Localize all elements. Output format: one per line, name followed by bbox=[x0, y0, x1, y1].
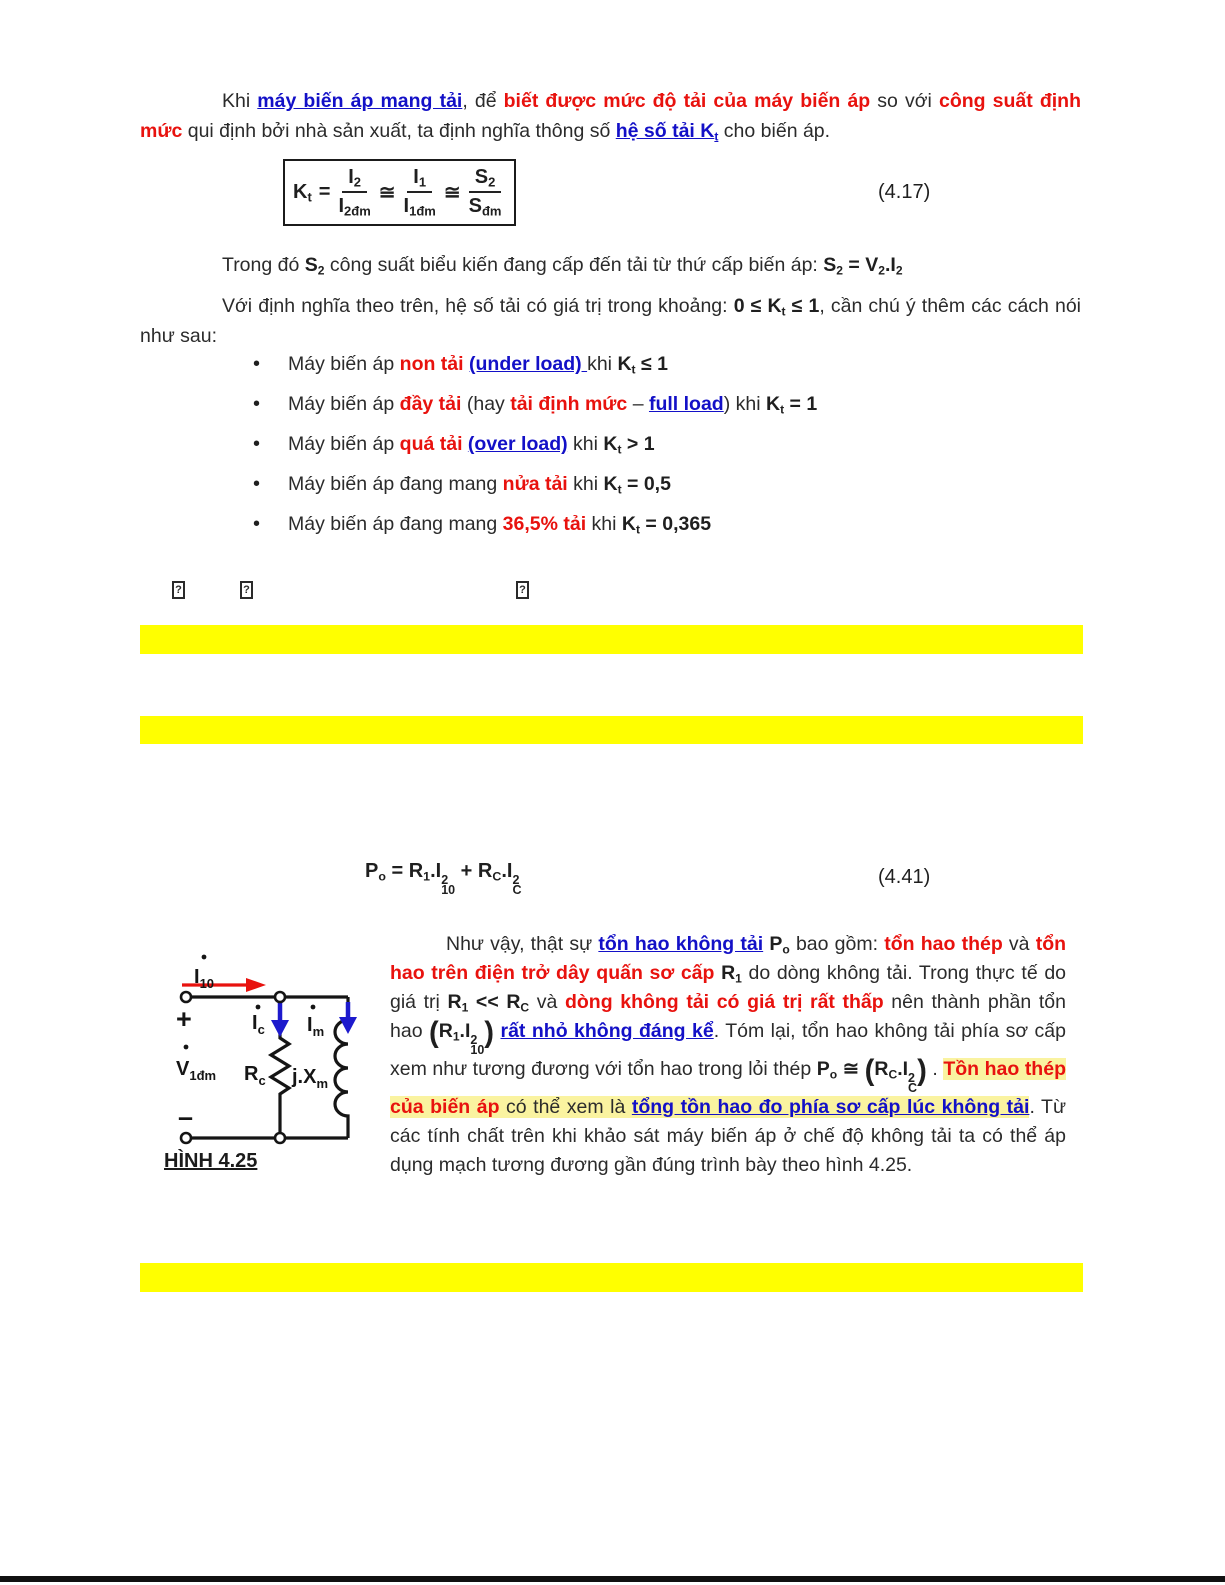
text-segment: 2 10 bbox=[470, 1033, 485, 1057]
text-segment: khi bbox=[567, 433, 604, 455]
link-text[interactable]: (over load) bbox=[467, 433, 568, 455]
minus-sign: – bbox=[178, 1102, 194, 1132]
approx-sign: ≅ bbox=[443, 181, 461, 204]
text-segment: R bbox=[447, 991, 462, 1013]
text-segment: .I bbox=[430, 860, 442, 882]
text-segment: 1 bbox=[452, 1029, 460, 1044]
text-segment: R bbox=[874, 1058, 889, 1080]
text-segment: t bbox=[617, 482, 622, 497]
text-segment: Tồn hao thép của biến áp bbox=[390, 1058, 1066, 1118]
text-segment: qui định bởi nhà sản xuất, ta định nghĩa thông số bbox=[182, 120, 616, 142]
text-segment: C bbox=[492, 869, 502, 884]
text-segment: 2 bbox=[895, 263, 903, 278]
text-segment: Máy biến áp bbox=[288, 433, 400, 455]
text-segment: 36,5% tải bbox=[502, 513, 587, 535]
kt-range-paragraph bbox=[140, 291, 1081, 351]
text-segment: = 0,365 bbox=[640, 513, 712, 535]
text-segment: bao gồm: bbox=[789, 933, 885, 955]
text-segment: K bbox=[617, 353, 632, 375]
figure-caption: HÌNH 4.25 bbox=[164, 1150, 258, 1172]
circuit-diagram bbox=[158, 925, 378, 1150]
text-segment: ≤ 1 bbox=[635, 353, 668, 375]
text-segment: .I bbox=[897, 1058, 909, 1080]
fraction-s2: $\frac{S_2}{S_{đm}}$ bbox=[468, 166, 502, 219]
text-segment: o bbox=[782, 942, 790, 957]
text-segment: (hay bbox=[461, 393, 511, 415]
text-segment: = 0,5 bbox=[621, 473, 671, 495]
text-segment: . Từ các tính chất trên khi khảo sát máy biến áp ở chế độ không tải ta có thể áp dụng mạch tương đương gần đúng trình bày theo hình 4.25. bbox=[390, 1096, 1066, 1176]
text-segment: K bbox=[603, 433, 618, 455]
text-segment: 2 bbox=[878, 263, 885, 278]
text-segment: S bbox=[823, 254, 837, 276]
link-text[interactable]: rất nhỏ không đáng kể bbox=[500, 1020, 714, 1042]
junction-node bbox=[275, 992, 285, 1002]
link-text[interactable]: tổng tồn hao đo phía sơ cấp lúc không tải bbox=[631, 1096, 1030, 1118]
text-segment: và bbox=[529, 991, 565, 1013]
phasor-dot bbox=[311, 1005, 316, 1010]
phasor-dot bbox=[184, 1045, 189, 1050]
text-segment: R bbox=[438, 1020, 453, 1042]
terminal-node bbox=[181, 992, 191, 1002]
text-segment: quá tải bbox=[399, 433, 463, 455]
v1dm-label: $V_{1đm}$ bbox=[176, 1058, 217, 1083]
link-text[interactable]: full load bbox=[648, 393, 724, 415]
text-segment: .I bbox=[501, 860, 513, 882]
equation-4-17-box bbox=[283, 159, 516, 226]
highlight-bar-1 bbox=[140, 625, 1083, 654]
text-segment: . bbox=[926, 1058, 944, 1080]
ic-arrowhead bbox=[271, 1020, 289, 1037]
text-segment: 2 10 bbox=[441, 873, 456, 897]
text-segment: o bbox=[378, 869, 386, 884]
text-segment: << R bbox=[468, 991, 521, 1013]
text-segment: tải định mức bbox=[510, 393, 628, 415]
equation-number-4-41: (4.41) bbox=[878, 866, 931, 888]
text-segment: nên thành phần tổn hao bbox=[390, 991, 1066, 1042]
list-item bbox=[253, 349, 1013, 379]
missing-glyph-box: ? bbox=[172, 581, 185, 599]
text-segment: non tải bbox=[399, 353, 464, 375]
text-segment: biết được mức độ tải của máy biến áp bbox=[503, 90, 871, 112]
text-segment: 2 C bbox=[908, 1071, 918, 1095]
text-segment: tổn hao thép bbox=[884, 933, 1003, 955]
text-segment: C bbox=[888, 1067, 898, 1082]
text-segment: Trong đó bbox=[222, 254, 305, 276]
bullet-marker: • bbox=[253, 513, 261, 535]
link-text[interactable]: t bbox=[714, 129, 719, 144]
text-segment: công suất định mức bbox=[140, 90, 1081, 142]
text-segment: khi bbox=[586, 513, 622, 535]
bullet-marker: • bbox=[253, 353, 261, 375]
bullet-marker: • bbox=[253, 393, 261, 415]
text-segment: 1 bbox=[461, 1000, 469, 1015]
jxm-label: $j.X_m$ bbox=[292, 1066, 329, 1091]
text-segment: tổn hao trên điện trở dây quấn sơ cấp bbox=[390, 933, 1067, 984]
text-segment: R bbox=[721, 962, 736, 984]
text-segment: 2 C bbox=[512, 873, 522, 897]
link-text[interactable]: tổn hao không tải bbox=[598, 933, 764, 955]
text-segment: > 1 bbox=[621, 433, 655, 455]
approx-sign: ≅ bbox=[378, 181, 396, 204]
fraction-i1: $\frac{I_1}{I_{1đm}}$ bbox=[403, 166, 436, 219]
i10-arrowhead bbox=[246, 978, 266, 992]
kt-symbol: $K_t$ bbox=[293, 180, 312, 205]
text-segment: Máy biến áp bbox=[288, 353, 400, 375]
text-segment: K bbox=[765, 393, 781, 415]
fraction-i2: $\frac{I_2}{I_{2đm}}$ bbox=[338, 166, 371, 219]
link-text[interactable]: hệ số tải K bbox=[615, 120, 715, 142]
s2-definition-paragraph bbox=[140, 250, 1081, 280]
highlight-bar-2 bbox=[140, 716, 1083, 744]
text-segment: , để bbox=[462, 90, 504, 112]
list-item bbox=[253, 509, 1013, 539]
bullet-marker: • bbox=[253, 473, 261, 495]
text-segment: S bbox=[304, 254, 318, 276]
text-segment: Máy biến áp bbox=[288, 393, 400, 415]
missing-glyph-box: ? bbox=[516, 581, 529, 599]
i10-label: $I_{10}$ bbox=[194, 966, 215, 991]
text-segment: Máy biến áp đang mang bbox=[288, 473, 503, 495]
text-segment: = 1 bbox=[784, 393, 818, 415]
text-segment: dòng không tải có giá trị rất thấp bbox=[564, 991, 884, 1013]
text-segment: Khi bbox=[222, 90, 258, 112]
text-segment: – bbox=[627, 393, 649, 415]
text-segment: Máy biến áp đang mang bbox=[288, 513, 503, 535]
phasor-dot bbox=[202, 955, 207, 960]
text-segment: . Tóm lại, tổn hao không tải phía sơ cấp xem như tương đương với tổn hao trong lỏi thép bbox=[390, 1020, 1066, 1080]
text-segment: ( bbox=[428, 1017, 439, 1049]
list-item bbox=[253, 469, 1013, 499]
text-segment: khi bbox=[587, 353, 618, 375]
text-segment: K bbox=[621, 513, 636, 535]
text-segment: .I bbox=[884, 254, 896, 276]
ic-label: $I_c$ bbox=[252, 1012, 265, 1037]
junction-node bbox=[275, 1133, 285, 1143]
equals-sign: = bbox=[318, 180, 331, 203]
text-segment: và bbox=[1002, 933, 1036, 955]
im-label: $I_m$ bbox=[307, 1014, 325, 1039]
text-segment: P bbox=[365, 860, 379, 882]
link-text[interactable]: máy biến áp mang tải bbox=[257, 90, 463, 112]
text-segment: nửa tải bbox=[502, 473, 568, 495]
im-arrowhead bbox=[339, 1017, 357, 1034]
text-segment: ≤ 1 bbox=[785, 295, 820, 317]
text-segment: 1 bbox=[423, 869, 431, 884]
rc-label: $R_c$ bbox=[244, 1063, 266, 1088]
text-segment: 2 bbox=[836, 263, 844, 278]
plus-sign: + bbox=[176, 1004, 192, 1034]
text-segment: khi bbox=[567, 473, 604, 495]
bullet-marker: • bbox=[253, 433, 261, 455]
text-segment: , cần chú ý thêm các cách nói như sau: bbox=[140, 295, 1082, 347]
text-segment: đầy tải bbox=[399, 393, 462, 415]
text-segment: C bbox=[520, 1000, 530, 1015]
equation-4-41 bbox=[365, 860, 521, 895]
text-segment: o bbox=[829, 1067, 838, 1082]
missing-glyph-box: ? bbox=[240, 581, 253, 599]
list-item bbox=[253, 389, 1013, 419]
text-segment: 1 bbox=[735, 971, 742, 986]
text-segment: có thể xem là bbox=[499, 1096, 632, 1118]
text-segment: t bbox=[781, 304, 786, 319]
text-segment: .I bbox=[459, 1020, 471, 1042]
text-segment: 0 ≤ K bbox=[733, 295, 782, 317]
text-segment: so với bbox=[870, 90, 939, 112]
no-load-loss-paragraph bbox=[390, 930, 1066, 1180]
text-segment: ) khi bbox=[723, 393, 766, 415]
page-bottom-rule bbox=[0, 1576, 1225, 1582]
text-segment: t bbox=[631, 362, 636, 377]
equation-number-4-17: (4.17) bbox=[878, 181, 931, 203]
link-text[interactable]: (under load) bbox=[469, 353, 588, 375]
text-segment: ≅ bbox=[837, 1058, 865, 1080]
terminal-node bbox=[181, 1133, 191, 1143]
text-segment: công suất biểu kiến đang cấp đến tải từ thứ cấp biến áp: bbox=[324, 254, 824, 276]
text-segment: cho biến áp. bbox=[718, 120, 831, 142]
text-segment: t bbox=[780, 402, 785, 417]
text-segment: ) bbox=[917, 1055, 927, 1087]
text-segment: t bbox=[617, 442, 622, 457]
text-segment: Với định nghĩa theo trên, hệ số tải có giá trị trong khoảng: bbox=[222, 295, 734, 317]
text-segment: t bbox=[635, 522, 641, 537]
text-segment: Như vậy, thật sự bbox=[446, 933, 599, 955]
text-segment: ( bbox=[864, 1055, 875, 1087]
load-factor-list bbox=[253, 349, 1013, 549]
text-segment: ) bbox=[484, 1017, 495, 1049]
phasor-dot bbox=[256, 1005, 261, 1010]
text-segment: = R bbox=[385, 860, 424, 882]
text-segment: P bbox=[769, 933, 783, 955]
text-segment: P bbox=[816, 1058, 830, 1080]
text-segment: 2 bbox=[317, 263, 325, 278]
text-segment: = V bbox=[843, 254, 879, 276]
text-segment: K bbox=[603, 473, 618, 495]
highlight-bar-3 bbox=[140, 1263, 1083, 1292]
text-segment: do dòng không tải. Trong thực tế do giá trị bbox=[390, 962, 1067, 1013]
list-item bbox=[253, 429, 1013, 459]
text-segment: + R bbox=[455, 860, 493, 882]
intro-paragraph bbox=[140, 86, 1081, 146]
